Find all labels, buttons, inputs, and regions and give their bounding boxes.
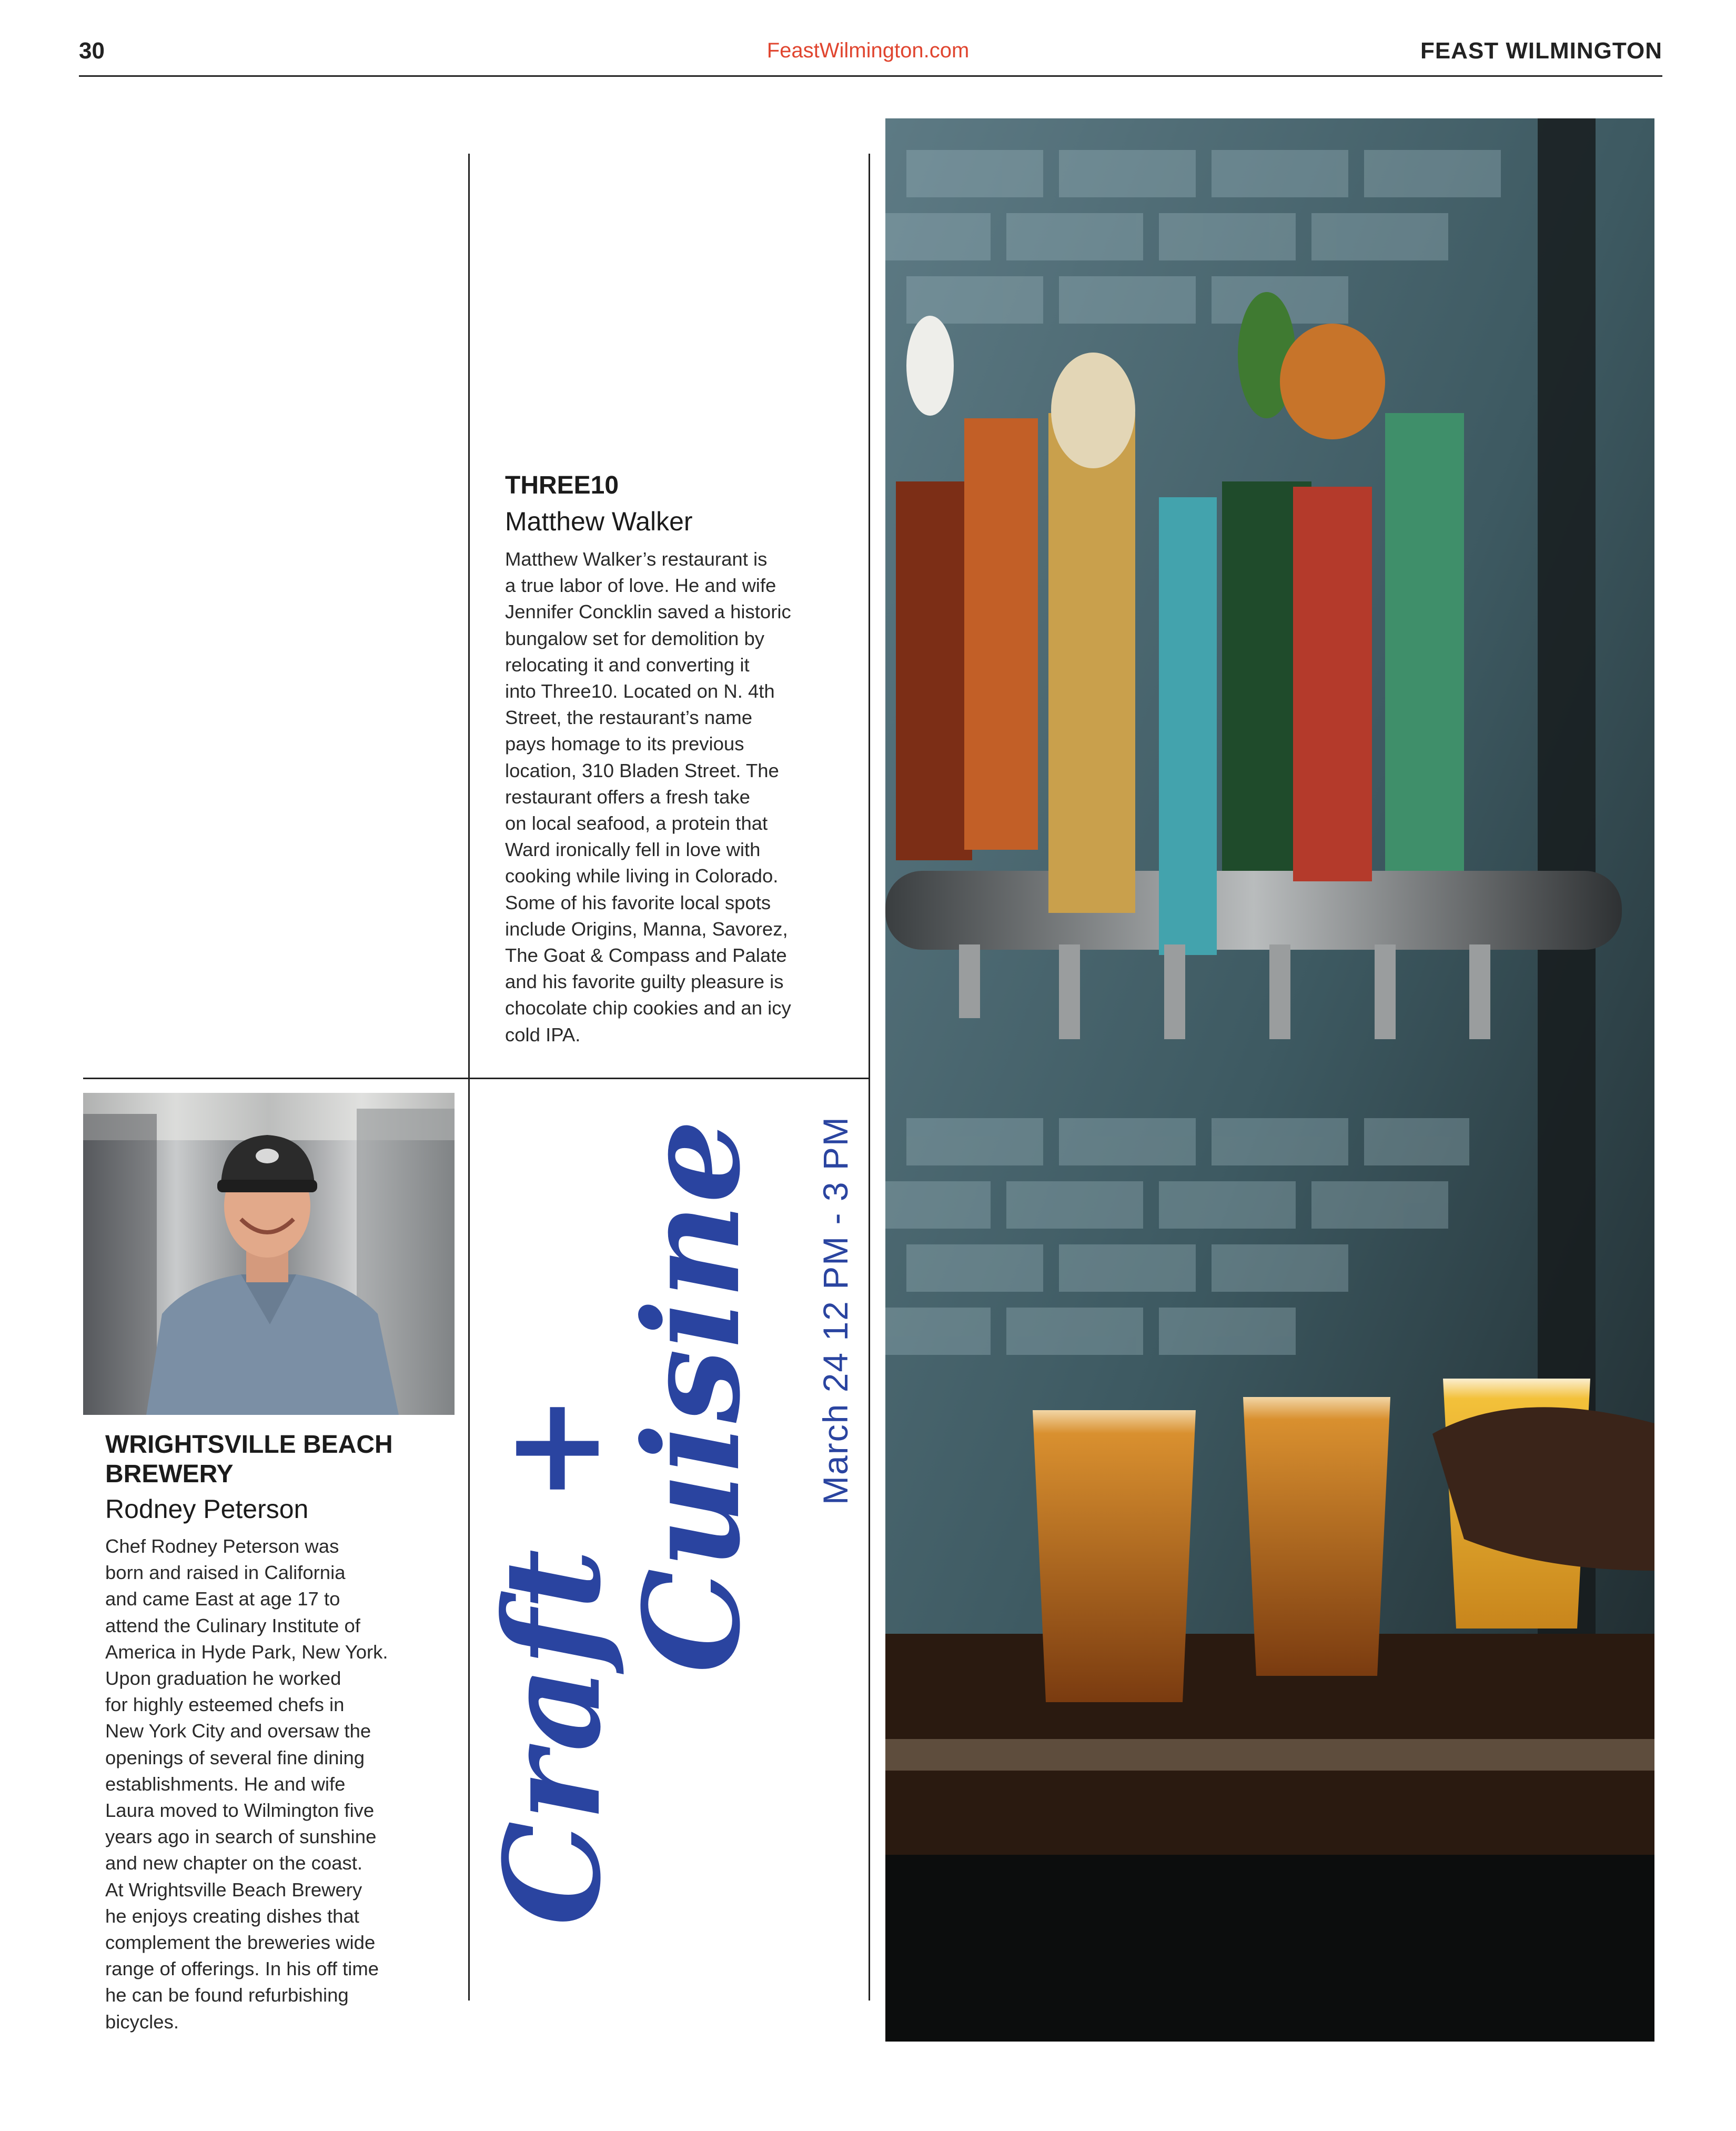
article-kicker-three10: THREE10 — [505, 471, 619, 499]
event-title-line1: Craft + — [475, 1393, 630, 1926]
chef-portrait-photo — [83, 1093, 455, 1415]
column-rule-right — [869, 154, 870, 2001]
event-date: March 24 12 PM - 3 PM — [816, 1116, 855, 1505]
article-chef-name-walker: Matthew Walker — [505, 507, 693, 536]
event-title-line2: Cuisine — [614, 1119, 769, 1673]
article-chef-name-peterson: Rodney Peterson — [105, 1494, 309, 1524]
section-rule — [83, 1078, 870, 1079]
article-body-wrightsville: Chef Rodney Peterson was born and raised in California and came East at age 17 to attend the Culinary Institute of America in Hyde Park, New York. Upon graduation he worked for highly esteemed chefs in New York City and oversaw the openings of several fine dining establishments. He and wife Laura moved to Wilmington five years ago in search of sunshine and new chapter on the coast. At Wrightsville Beach Brewery he enjoys creating dishes that complement the breweries wide range of offerings. In his off time he can be found refurbishing bicycles. — [105, 1535, 388, 2033]
header-rule — [79, 75, 1662, 77]
article-body-three10: Matthew Walker’s restaurant is a true labor of love. He and wife Jennifer Concklin saved a historic bungalow set for demolition by relocating it and converting it into Three10. Located on N. 4th Street, the restaurant’s name pays homage to its previous location, 310 Bladen Street. The restaurant offers a fresh take on local seafood, a protein that Ward ironically fell in love with cooking while living in Colorado. Some of his favorite local spots include Origins, Manna, Savorez, The Goat & Compass and Palate and his favorite guilty pleasure is chocolate chip cookies and an icy cold IPA. — [505, 548, 791, 1046]
article-kicker-wrightsville: WRIGHTSVILLE BEACH BREWERY — [105, 1431, 393, 1488]
column-rule-left — [468, 154, 470, 2001]
publication-brand: FEAST WILMINGTON — [1420, 38, 1662, 64]
site-url[interactable]: FeastWilmington.com — [766, 39, 970, 62]
beer-taps-photo — [885, 118, 1654, 2042]
page-number: 30 — [79, 38, 105, 64]
